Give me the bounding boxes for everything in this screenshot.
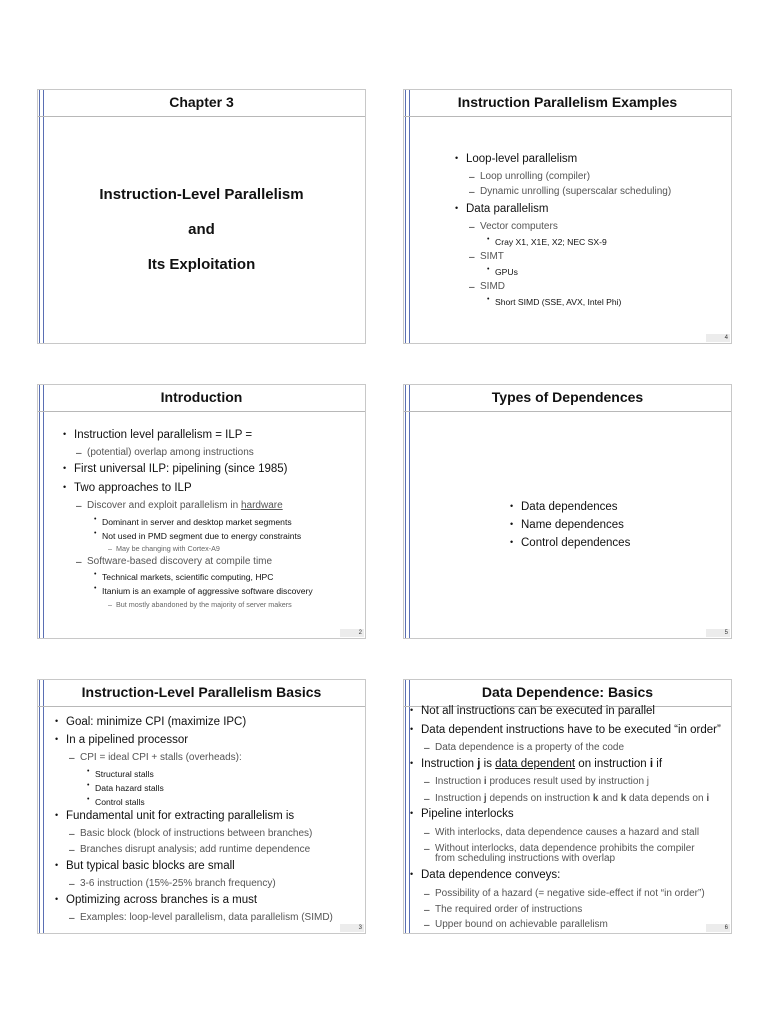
- sub-bullet: [435, 776, 649, 787]
- slide-ilp-basics: [37, 679, 366, 934]
- bullet-text: and: [598, 793, 621, 804]
- bullet-text: on instruction: [575, 758, 650, 770]
- var-j: j: [483, 793, 487, 804]
- bullet: • Loop-level parallelism: [466, 153, 577, 165]
- sub-sub-bullet: • Control stalls: [95, 797, 145, 807]
- page-number: 2: [340, 629, 364, 637]
- slide-body: [404, 412, 731, 638]
- var-j: j: [477, 758, 481, 770]
- sub-bullet: [435, 793, 709, 804]
- chapter-title-line: Its Exploitation: [147, 256, 256, 273]
- slide-title: Chapter 3: [38, 90, 365, 117]
- bullet: • Data dependences: [521, 501, 618, 513]
- sub-bullet: – With interlocks, data dependence causes a hazard and stall: [435, 827, 699, 838]
- page-number: 6: [706, 924, 730, 932]
- slide-types-of-dependences: [403, 384, 732, 639]
- sub-sub-bullet: • Structural stalls: [95, 769, 154, 779]
- var-i: i: [483, 776, 487, 787]
- bullet: • First universal ILP: pipelining (since 1985): [74, 463, 288, 475]
- var-k: k: [592, 793, 599, 804]
- sub-bullet: – Dynamic unrolling (superscalar scheduling): [480, 186, 671, 197]
- bullet: • Control dependences: [521, 537, 630, 549]
- slide-body: [404, 117, 731, 343]
- sub-sub-bullet: • Itanium is an example of aggressive software discovery: [102, 586, 313, 596]
- sub-bullet: – Data dependence is a property of the code: [435, 742, 624, 753]
- bullet-text: if: [653, 758, 663, 770]
- sub-bullet: – Without interlocks, data dependence prohibits the compiler: [435, 843, 695, 854]
- sub-sub-bullet: • Technical markets, scientific computing, HPC: [102, 572, 273, 582]
- sub-bullet: – Basic block (block of instructions between branches): [80, 828, 312, 839]
- sub-sub-bullet: • GPUs: [495, 267, 518, 277]
- sub-bullet: – SIMD: [480, 281, 505, 292]
- slide-body: [404, 707, 731, 933]
- slide-title: Instruction-Level Parallelism Basics: [38, 680, 365, 707]
- bullet-text: depends on instruction: [486, 793, 593, 804]
- sub-sub-bullet: • Not used in PMD segment due to energy constraints: [102, 531, 301, 541]
- sub-bullet: – Software-based discovery at compile time: [87, 556, 272, 567]
- var-i: i: [706, 793, 710, 804]
- slide-body: [38, 707, 365, 933]
- underlined-term: hardware: [240, 500, 283, 511]
- sub-bullet: – Branches disrupt analysis; add runtime dependence: [80, 844, 310, 855]
- bullet: • Not all instructions can be executed in parallel: [421, 705, 655, 717]
- sub-sub-bullet: • Short SIMD (SSE, AVX, Intel Phi): [495, 297, 621, 307]
- underlined-term: data dependent: [495, 758, 576, 770]
- slide-title: Introduction: [38, 385, 365, 412]
- slide-title: Types of Dependences: [404, 385, 731, 412]
- sub-bullet: [87, 500, 283, 511]
- bullet-text: data depends on: [626, 793, 707, 804]
- bullet: • Two approaches to ILP: [74, 482, 192, 494]
- bullet: • Instruction level parallelism = ILP =: [74, 429, 252, 441]
- bullet: • Data dependent instructions have to be executed “in order”: [421, 724, 721, 736]
- bullet-text: produces result used by instruction j: [486, 776, 650, 787]
- bullet: • Pipeline interlocks: [421, 808, 514, 820]
- sub-bullet: – SIMT: [480, 251, 504, 262]
- sub-bullet: – Examples: loop-level parallelism, data parallelism (SIMD): [80, 912, 333, 923]
- bullet: • Optimizing across branches is a must: [66, 894, 257, 906]
- sub-bullet: – Vector computers: [480, 221, 558, 232]
- bullet: [421, 758, 662, 770]
- bullet: • But typical basic blocks are small: [66, 860, 235, 872]
- sub-bullet: – The required order of instructions: [435, 904, 582, 915]
- bullet: • Name dependences: [521, 519, 624, 531]
- sub-bullet: – Possibility of a hazard (= negative side-effect if not “in order”): [435, 888, 705, 899]
- bullet-text: Instruction: [421, 758, 478, 770]
- slide-instruction-parallelism-examples: [403, 89, 732, 344]
- slide-chapter-3: [37, 89, 366, 344]
- bullet: • Data parallelism: [466, 203, 548, 215]
- sub-sub-bullet: • Data hazard stalls: [95, 783, 164, 793]
- bullet: • In a pipelined processor: [66, 734, 188, 746]
- bullet-text: Instruction: [435, 776, 484, 787]
- bullet: • Goal: minimize CPI (maximize IPC): [66, 716, 246, 728]
- slide-introduction: [37, 384, 366, 639]
- sub-bullet: – Upper bound on achievable parallelism: [435, 919, 608, 930]
- sub-bullet: – CPI = ideal CPI + stalls (overheads):: [80, 752, 242, 763]
- page-number: 3: [340, 924, 364, 932]
- page-number: 5: [706, 629, 730, 637]
- bullet: • Data dependence conveys:: [421, 869, 560, 881]
- bullet-text: Discover and exploit parallelism in: [87, 500, 241, 511]
- bullet-text: is: [480, 758, 496, 770]
- slide-title: Data Dependence: Basics: [404, 680, 731, 707]
- chapter-title-line: and: [188, 221, 215, 238]
- sub-sub-bullet: • Dominant in server and desktop market segments: [102, 517, 292, 527]
- chapter-title-line: Instruction-Level Parallelism: [99, 186, 304, 203]
- sub-bullet: – Loop unrolling (compiler): [480, 171, 590, 182]
- sub-bullet: – (potential) overlap among instructions: [87, 447, 254, 458]
- sub-bullet-continuation: from scheduling instructions with overlap: [435, 853, 616, 864]
- page-number: 4: [706, 334, 730, 342]
- sub-bullet: – 3-6 instruction (15%-25% branch frequency): [80, 878, 276, 889]
- bullet-text: Instruction: [435, 793, 484, 804]
- var-k: k: [620, 793, 627, 804]
- level-4-bullet: – May be changing with Cortex-A9: [116, 544, 220, 553]
- var-i: i: [649, 758, 654, 770]
- sub-sub-bullet: • Cray X1, X1E, X2; NEC SX-9: [495, 237, 607, 247]
- bullet: • Fundamental unit for extracting parallelism is: [66, 810, 294, 822]
- level-4-bullet: – But mostly abandoned by the majority of server makers: [116, 600, 292, 609]
- slide-data-dependence-basics: [403, 679, 732, 934]
- slide-body: [38, 412, 365, 638]
- slide-title: Instruction Parallelism Examples: [404, 90, 731, 117]
